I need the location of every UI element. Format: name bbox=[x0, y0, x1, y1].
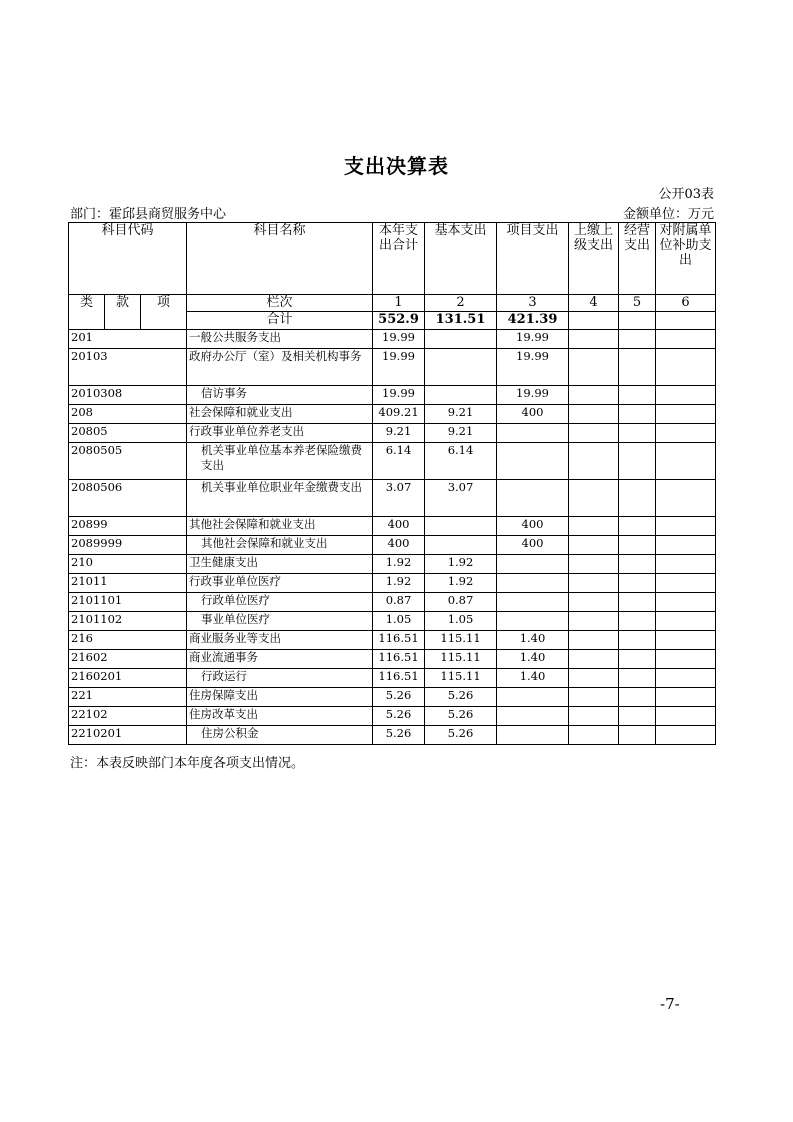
row-name: 商业流通事务 bbox=[187, 650, 373, 669]
header-basic: 基本支出 bbox=[425, 223, 497, 295]
row-basic: 0.87 bbox=[425, 593, 497, 612]
row-name: 一般公共服务支出 bbox=[187, 330, 373, 349]
row-project: 400 bbox=[497, 536, 569, 555]
row-project: 400 bbox=[497, 517, 569, 536]
row-business bbox=[619, 555, 656, 574]
row-subsidy bbox=[656, 443, 716, 480]
row-basic bbox=[425, 349, 497, 386]
col-number-3: 3 bbox=[497, 295, 569, 312]
row-upper bbox=[569, 650, 619, 669]
row-code: 20103 bbox=[69, 349, 187, 386]
row-basic: 1.05 bbox=[425, 612, 497, 631]
row-basic: 1.92 bbox=[425, 555, 497, 574]
row-subsidy bbox=[656, 726, 716, 745]
row-business bbox=[619, 424, 656, 443]
table-row bbox=[69, 650, 716, 669]
row-name: 行政事业单位养老支出 bbox=[187, 424, 373, 443]
row-subsidy bbox=[656, 593, 716, 612]
row-upper bbox=[569, 574, 619, 593]
row-name: 行政运行 bbox=[187, 669, 373, 688]
row-project bbox=[497, 424, 569, 443]
row-project bbox=[497, 593, 569, 612]
row-code: 2080506 bbox=[69, 480, 187, 517]
row-total: 400 bbox=[373, 536, 425, 555]
row-project: 19.99 bbox=[497, 349, 569, 386]
row-name: 机关事业单位基本养老保险缴费支出 bbox=[187, 443, 373, 480]
row-code: 2080505 bbox=[69, 443, 187, 480]
row-code: 2210201 bbox=[69, 726, 187, 745]
table-row bbox=[69, 555, 716, 574]
table-row bbox=[69, 443, 716, 480]
row-upper bbox=[569, 612, 619, 631]
row-upper bbox=[569, 330, 619, 349]
row-total: 0.87 bbox=[373, 593, 425, 612]
row-business bbox=[619, 593, 656, 612]
table-row bbox=[69, 669, 716, 688]
row-upper bbox=[569, 707, 619, 726]
table-row bbox=[69, 593, 716, 612]
row-project: 1.40 bbox=[497, 631, 569, 650]
row-basic: 5.26 bbox=[425, 688, 497, 707]
row-business bbox=[619, 669, 656, 688]
row-code: 221 bbox=[69, 688, 187, 707]
row-upper bbox=[569, 405, 619, 424]
row-upper bbox=[569, 631, 619, 650]
expenditure-table bbox=[68, 222, 716, 745]
row-total: 5.26 bbox=[373, 726, 425, 745]
row-total: 409.21 bbox=[373, 405, 425, 424]
total-business bbox=[619, 312, 656, 330]
row-subsidy bbox=[656, 688, 716, 707]
row-basic: 115.11 bbox=[425, 631, 497, 650]
row-basic: 115.11 bbox=[425, 650, 497, 669]
row-upper bbox=[569, 593, 619, 612]
row-code: 2101102 bbox=[69, 612, 187, 631]
row-subsidy bbox=[656, 707, 716, 726]
row-business bbox=[619, 405, 656, 424]
row-total: 5.26 bbox=[373, 688, 425, 707]
row-name: 政府办公厅（室）及相关机构事务 bbox=[187, 349, 373, 386]
row-total: 116.51 bbox=[373, 669, 425, 688]
row-business bbox=[619, 330, 656, 349]
col-number-4: 4 bbox=[569, 295, 619, 312]
row-code: 22102 bbox=[69, 707, 187, 726]
header-code: 科目代码 bbox=[69, 223, 187, 295]
total-basic: 131.51 bbox=[425, 312, 497, 330]
header-subsidy: 对附属单位补助支出 bbox=[656, 223, 716, 295]
row-subsidy bbox=[656, 517, 716, 536]
row-upper bbox=[569, 443, 619, 480]
row-total: 1.05 bbox=[373, 612, 425, 631]
row-code: 2160201 bbox=[69, 669, 187, 688]
row-upper bbox=[569, 480, 619, 517]
row-business bbox=[619, 349, 656, 386]
row-upper bbox=[569, 386, 619, 405]
row-subsidy bbox=[656, 536, 716, 555]
row-subsidy bbox=[656, 405, 716, 424]
row-code: 21011 bbox=[69, 574, 187, 593]
row-total: 3.07 bbox=[373, 480, 425, 517]
table-row bbox=[69, 424, 716, 443]
row-business bbox=[619, 536, 656, 555]
table-row bbox=[69, 707, 716, 726]
total-all: 552.9 bbox=[373, 312, 425, 330]
row-name: 住房公积金 bbox=[187, 726, 373, 745]
footnote: 注：本表反映部门本年度各项支出情况。 bbox=[70, 756, 305, 771]
row-name: 住房改革支出 bbox=[187, 707, 373, 726]
row-name: 社会保障和就业支出 bbox=[187, 405, 373, 424]
row-project: 400 bbox=[497, 405, 569, 424]
col-number-1: 1 bbox=[373, 295, 425, 312]
row-upper bbox=[569, 517, 619, 536]
table-row bbox=[69, 480, 716, 517]
row-subsidy bbox=[656, 574, 716, 593]
row-code: 2089999 bbox=[69, 536, 187, 555]
row-code: 20899 bbox=[69, 517, 187, 536]
table-row bbox=[69, 688, 716, 707]
row-project bbox=[497, 443, 569, 480]
row-project bbox=[497, 480, 569, 517]
row-code: 216 bbox=[69, 631, 187, 650]
header-upper: 上缴上级支出 bbox=[569, 223, 619, 295]
row-business bbox=[619, 650, 656, 669]
row-name: 卫生健康支出 bbox=[187, 555, 373, 574]
page-number: -7- bbox=[660, 995, 680, 1013]
total-upper bbox=[569, 312, 619, 330]
column-number-row bbox=[69, 295, 716, 312]
row-total: 116.51 bbox=[373, 650, 425, 669]
row-code: 2010308 bbox=[69, 386, 187, 405]
header-lei: 类 bbox=[69, 295, 105, 330]
row-upper bbox=[569, 349, 619, 386]
row-name: 住房保障支出 bbox=[187, 688, 373, 707]
row-subsidy bbox=[656, 631, 716, 650]
row-business bbox=[619, 726, 656, 745]
row-business bbox=[619, 631, 656, 650]
page-title: 支出决算表 bbox=[344, 154, 449, 178]
row-code: 208 bbox=[69, 405, 187, 424]
row-project: 1.40 bbox=[497, 650, 569, 669]
row-project: 19.99 bbox=[497, 386, 569, 405]
row-basic: 5.26 bbox=[425, 726, 497, 745]
row-basic bbox=[425, 536, 497, 555]
row-subsidy bbox=[656, 480, 716, 517]
row-subsidy bbox=[656, 555, 716, 574]
row-upper bbox=[569, 726, 619, 745]
row-business bbox=[619, 386, 656, 405]
row-name: 行政事业单位医疗 bbox=[187, 574, 373, 593]
row-basic: 9.21 bbox=[425, 405, 497, 424]
table-row bbox=[69, 536, 716, 555]
row-project bbox=[497, 612, 569, 631]
table-row bbox=[69, 612, 716, 631]
row-project bbox=[497, 688, 569, 707]
header-business: 经营支出 bbox=[619, 223, 656, 295]
row-name: 事业单位医疗 bbox=[187, 612, 373, 631]
row-total: 19.99 bbox=[373, 330, 425, 349]
table-row bbox=[69, 726, 716, 745]
row-business bbox=[619, 612, 656, 631]
row-project: 1.40 bbox=[497, 669, 569, 688]
row-basic: 9.21 bbox=[425, 424, 497, 443]
row-name: 信访事务 bbox=[187, 386, 373, 405]
row-code: 20805 bbox=[69, 424, 187, 443]
row-code: 201 bbox=[69, 330, 187, 349]
row-subsidy bbox=[656, 650, 716, 669]
row-upper bbox=[569, 555, 619, 574]
table-row bbox=[69, 349, 716, 386]
row-name: 其他社会保障和就业支出 bbox=[187, 517, 373, 536]
header-project: 项目支出 bbox=[497, 223, 569, 295]
department-label: 部门：霍邱县商贸服务中心 bbox=[70, 207, 227, 222]
row-name: 商业服务业等支出 bbox=[187, 631, 373, 650]
table-row bbox=[69, 517, 716, 536]
header-total: 本年支出合计 bbox=[373, 223, 425, 295]
row-project bbox=[497, 726, 569, 745]
unit-label: 金额单位：万元 bbox=[622, 207, 714, 222]
row-total: 1.92 bbox=[373, 555, 425, 574]
row-total: 116.51 bbox=[373, 631, 425, 650]
row-total: 9.21 bbox=[373, 424, 425, 443]
row-basic bbox=[425, 330, 497, 349]
row-total: 400 bbox=[373, 517, 425, 536]
row-basic bbox=[425, 517, 497, 536]
row-basic: 6.14 bbox=[425, 443, 497, 480]
row-subsidy bbox=[656, 612, 716, 631]
row-basic: 1.92 bbox=[425, 574, 497, 593]
row-total: 19.99 bbox=[373, 349, 425, 386]
row-code: 21602 bbox=[69, 650, 187, 669]
form-code: 公开03表 bbox=[658, 187, 714, 202]
row-project: 19.99 bbox=[497, 330, 569, 349]
row-upper bbox=[569, 536, 619, 555]
col-number-6: 6 bbox=[656, 295, 716, 312]
row-upper bbox=[569, 688, 619, 707]
table-row bbox=[69, 574, 716, 593]
row-business bbox=[619, 480, 656, 517]
row-total: 19.99 bbox=[373, 386, 425, 405]
col-number-5: 5 bbox=[619, 295, 656, 312]
row-code: 2101101 bbox=[69, 593, 187, 612]
row-business bbox=[619, 517, 656, 536]
table-row bbox=[69, 386, 716, 405]
row-project bbox=[497, 707, 569, 726]
row-project bbox=[497, 574, 569, 593]
row-total: 6.14 bbox=[373, 443, 425, 480]
row-subsidy bbox=[656, 424, 716, 443]
row-business bbox=[619, 707, 656, 726]
row-basic: 3.07 bbox=[425, 480, 497, 517]
row-subsidy bbox=[656, 386, 716, 405]
row-total: 5.26 bbox=[373, 707, 425, 726]
row-project bbox=[497, 555, 569, 574]
row-name: 机关事业单位职业年金缴费支出 bbox=[187, 480, 373, 517]
row-code: 210 bbox=[69, 555, 187, 574]
row-name: 其他社会保障和就业支出 bbox=[187, 536, 373, 555]
total-subsidy bbox=[656, 312, 716, 330]
row-business bbox=[619, 443, 656, 480]
col-number-2: 2 bbox=[425, 295, 497, 312]
total-project: 421.39 bbox=[497, 312, 569, 330]
row-business bbox=[619, 688, 656, 707]
table-row bbox=[69, 330, 716, 349]
header-xiang: 项 bbox=[141, 295, 187, 330]
row-upper bbox=[569, 669, 619, 688]
row-business bbox=[619, 574, 656, 593]
header-row bbox=[69, 223, 716, 295]
header-kuan: 款 bbox=[105, 295, 141, 330]
table-row bbox=[69, 405, 716, 424]
row-total: 1.92 bbox=[373, 574, 425, 593]
row-subsidy bbox=[656, 349, 716, 386]
row-name: 行政单位医疗 bbox=[187, 593, 373, 612]
header-lanci: 栏次 bbox=[187, 295, 373, 312]
row-subsidy bbox=[656, 669, 716, 688]
row-subsidy bbox=[656, 330, 716, 349]
row-basic: 5.26 bbox=[425, 707, 497, 726]
header-name: 科目名称 bbox=[187, 223, 373, 295]
row-basic: 115.11 bbox=[425, 669, 497, 688]
row-basic bbox=[425, 386, 497, 405]
total-label: 合计 bbox=[187, 312, 373, 330]
table-row bbox=[69, 631, 716, 650]
row-upper bbox=[569, 424, 619, 443]
